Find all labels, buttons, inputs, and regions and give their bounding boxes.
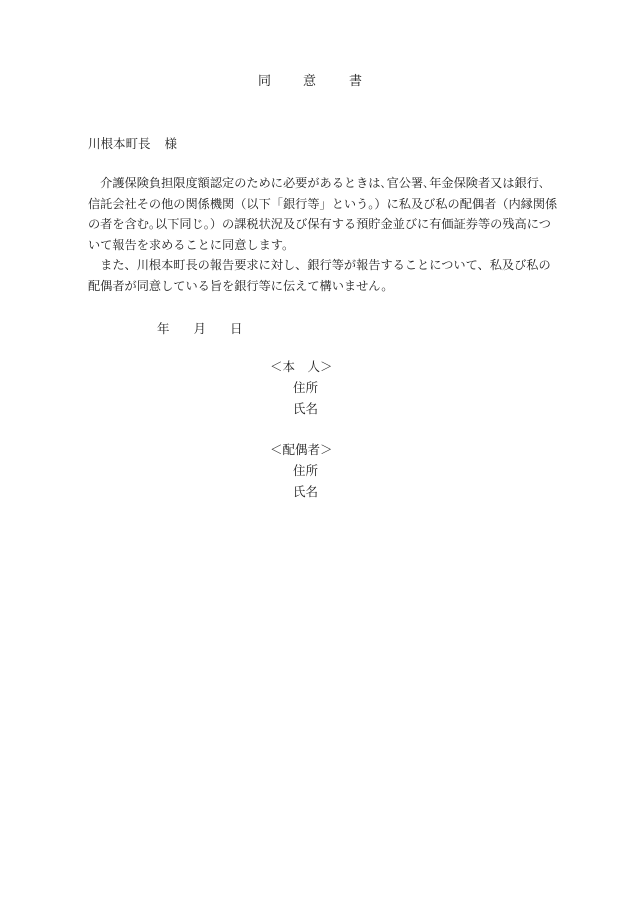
addressee-honorific: 様	[164, 136, 178, 151]
day-label: 日	[230, 321, 243, 336]
title-char-1: 同	[258, 74, 272, 89]
paragraph-line: いて報告を求めることに同意します。	[88, 237, 295, 252]
consent-body	[88, 173, 558, 297]
paragraph-line: の者を含む｡以下同じ｡）の課税状況及び保有する預貯金並びに有価証券等の残高につ	[88, 217, 551, 232]
signature-block-spouse	[270, 440, 333, 503]
paragraph-line: 信託会社その他の関係機関（以下「銀行等」という｡）に私及び私の配偶者（内縁関係	[88, 196, 558, 211]
paragraph-line: 配偶者が同意している旨を銀行等に伝えて構いません。	[88, 278, 394, 293]
paragraph-line: また、川根本町長の報告要求に対し、銀行等が報告することについて、私及び私の	[88, 258, 551, 273]
name-label: 氏名	[293, 484, 319, 499]
paragraph-line: 介護保険負担限度額認定のために必要があるときは､官公署､年金保険者又は銀行､	[88, 176, 546, 190]
month-label: 月	[193, 321, 207, 336]
date-line	[157, 319, 243, 337]
addressee-name: 川根本町長	[88, 136, 151, 151]
document-title	[258, 70, 362, 89]
consent-paragraph-2	[88, 255, 551, 296]
signatory-heading: ＜本 人＞	[270, 359, 333, 374]
addressee	[88, 134, 177, 152]
consent-paragraph-1	[88, 173, 558, 255]
year-label: 年	[157, 321, 170, 336]
signature-block-self	[270, 357, 333, 420]
address-label: 住所	[293, 380, 319, 395]
name-label: 氏名	[293, 401, 319, 416]
title-char-3: 書	[349, 74, 363, 89]
title-char-2: 意	[303, 74, 317, 89]
address-label: 住所	[293, 463, 319, 478]
signatory-heading: ＜配偶者＞	[270, 442, 333, 457]
